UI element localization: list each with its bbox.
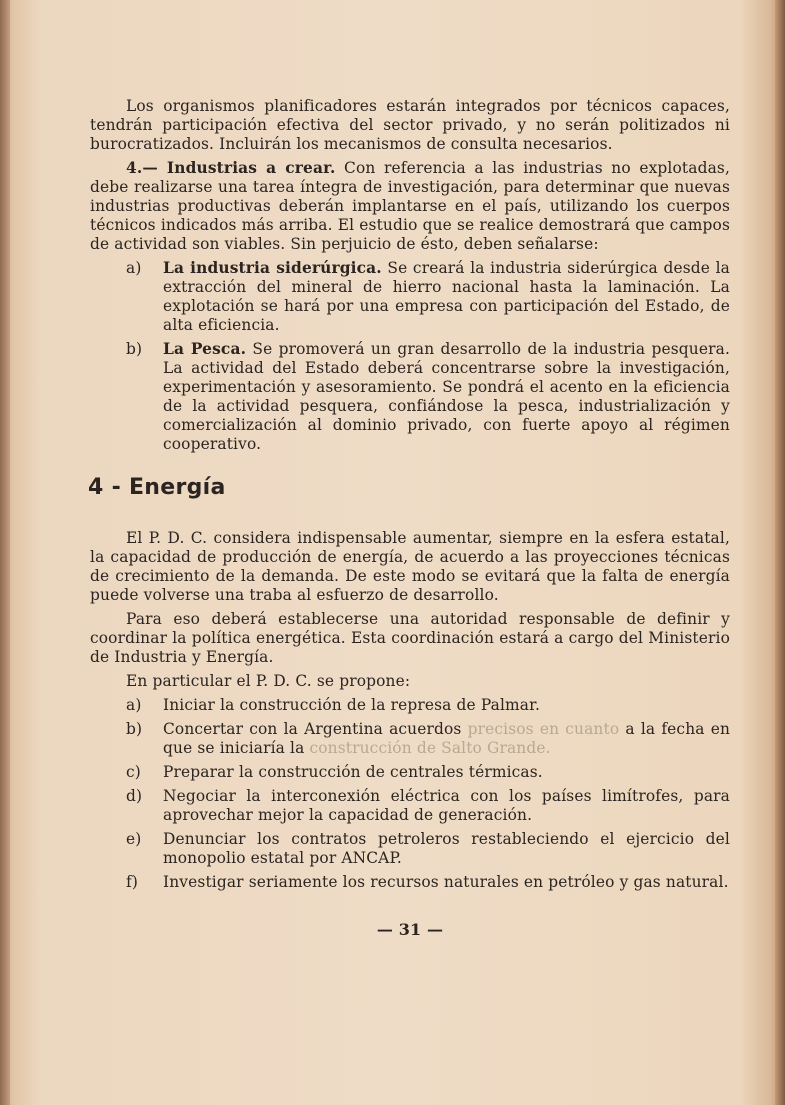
list-item-industry-b [90, 340, 730, 454]
list-item-proposal-f [90, 873, 730, 892]
section-label-industries: 4.— Industrias a crear. [126, 159, 336, 177]
proposal-text-line2-faded: construcción de Salto Grande. [309, 739, 551, 757]
industry-title: La Pesca. [163, 340, 247, 358]
proposal-text: Denunciar los contratos petroleros restableciendo el ejercicio del monopolio estatal por ANCAP. [163, 830, 730, 867]
paragraph-energy-authority: Para eso deberá establecerse una autoridad responsable de definir y coordinar la política energética. Esta coordinación estará a cargo del Ministerio de Industria y Energía. [90, 610, 730, 666]
page-content [90, 97, 730, 939]
list-item-proposal-d [90, 787, 730, 825]
page-right-edge [775, 0, 785, 1105]
list-letter: e) [126, 830, 142, 848]
paragraph-industries-to-create [90, 159, 730, 254]
proposal-text: Preparar la construcción de centrales térmicas. [163, 763, 543, 781]
proposal-text: Investigar seriamente los recursos naturales en petróleo y gas natural. [163, 873, 729, 891]
proposal-text: Negociar la interconexión eléctrica con los países limítrofes, para aprovechar mejor la capacidad de generación. [163, 787, 730, 824]
list-item-industry-a [90, 259, 730, 335]
section-heading-energy: 4 - Energía [88, 475, 226, 500]
list-item-proposal-c [90, 763, 730, 782]
list-item-proposal-a [90, 696, 730, 715]
industry-text: Se creará la industria siderúrgica desde la extracción del mineral de hierro nacional hasta la laminación. La explotación se hará por una empresa con participación del Estado, de alta eficiencia. [163, 259, 731, 334]
list-letter: a) [126, 259, 142, 277]
industries-intro-lead: Con referencia a las industrias no explotadas, [344, 159, 730, 177]
industries-intro-text: debe realizarse una tarea íntegra de investigación, para determinar que nuevas industrias productivas deberán implantarse en el país, utilizando los cuerpos técnicos indicados más arriba. El estudio que se realice demostrará que campos de actividad son viables. Sin perjuicio de ésto, deben señalarse: [90, 178, 730, 253]
industry-text: Se promoverá un gran desarrollo de la industria pesquera. La actividad del Estado deberá concentrarse sobre la investigación, experimentación y asesoramiento. Se pondrá el acento en la eficiencia de la actividad pesquera, confiándose la pesca, industrialización y comercialización al dominio privado, con fuerte apoyo al régimen cooperativo. [163, 340, 730, 453]
proposal-text-line2: a la fecha en que se iniciaría la [163, 720, 731, 757]
list-letter: d) [126, 787, 143, 805]
list-letter: b) [126, 340, 143, 358]
proposal-text: Iniciar la construcción de la represa de Palmar. [163, 696, 540, 714]
industry-title: La industria siderúrgica. [163, 259, 382, 277]
proposal-text: Concertar con la Argentina acuerdos [163, 720, 462, 738]
paragraph-planning-bodies: Los organismos planificadores estarán integrados por técnicos capaces, tendrán participación efectiva del sector privado, y no serán politizados ni burocratizados. Incluirán los mecanismos de consulta necesarios. [90, 97, 730, 153]
list-letter: b) [126, 720, 143, 738]
paragraph-energy-capacity: El P. D. C. considera indispensable aumentar, siempre en la esfera estatal, la capacidad de producción de energía, de acuerdo a las proyecciones técnicas de crecimiento de la demanda. De este modo se evitará que la falta de energía puede volverse una traba al esfuerzo de desarrollo. [90, 529, 730, 604]
list-letter: f) [126, 873, 139, 891]
proposal-text-faded: precisos en cuanto [467, 720, 620, 738]
paragraph-energy-proposals-intro: En particular el P. D. C. se propone: [126, 672, 411, 690]
list-letter: c) [126, 763, 141, 781]
book-spine-edge [0, 0, 10, 1105]
list-letter: a) [126, 696, 142, 714]
list-item-proposal-e [90, 830, 730, 868]
page-number: — 31 — [376, 920, 444, 939]
list-item-proposal-b [90, 720, 730, 758]
